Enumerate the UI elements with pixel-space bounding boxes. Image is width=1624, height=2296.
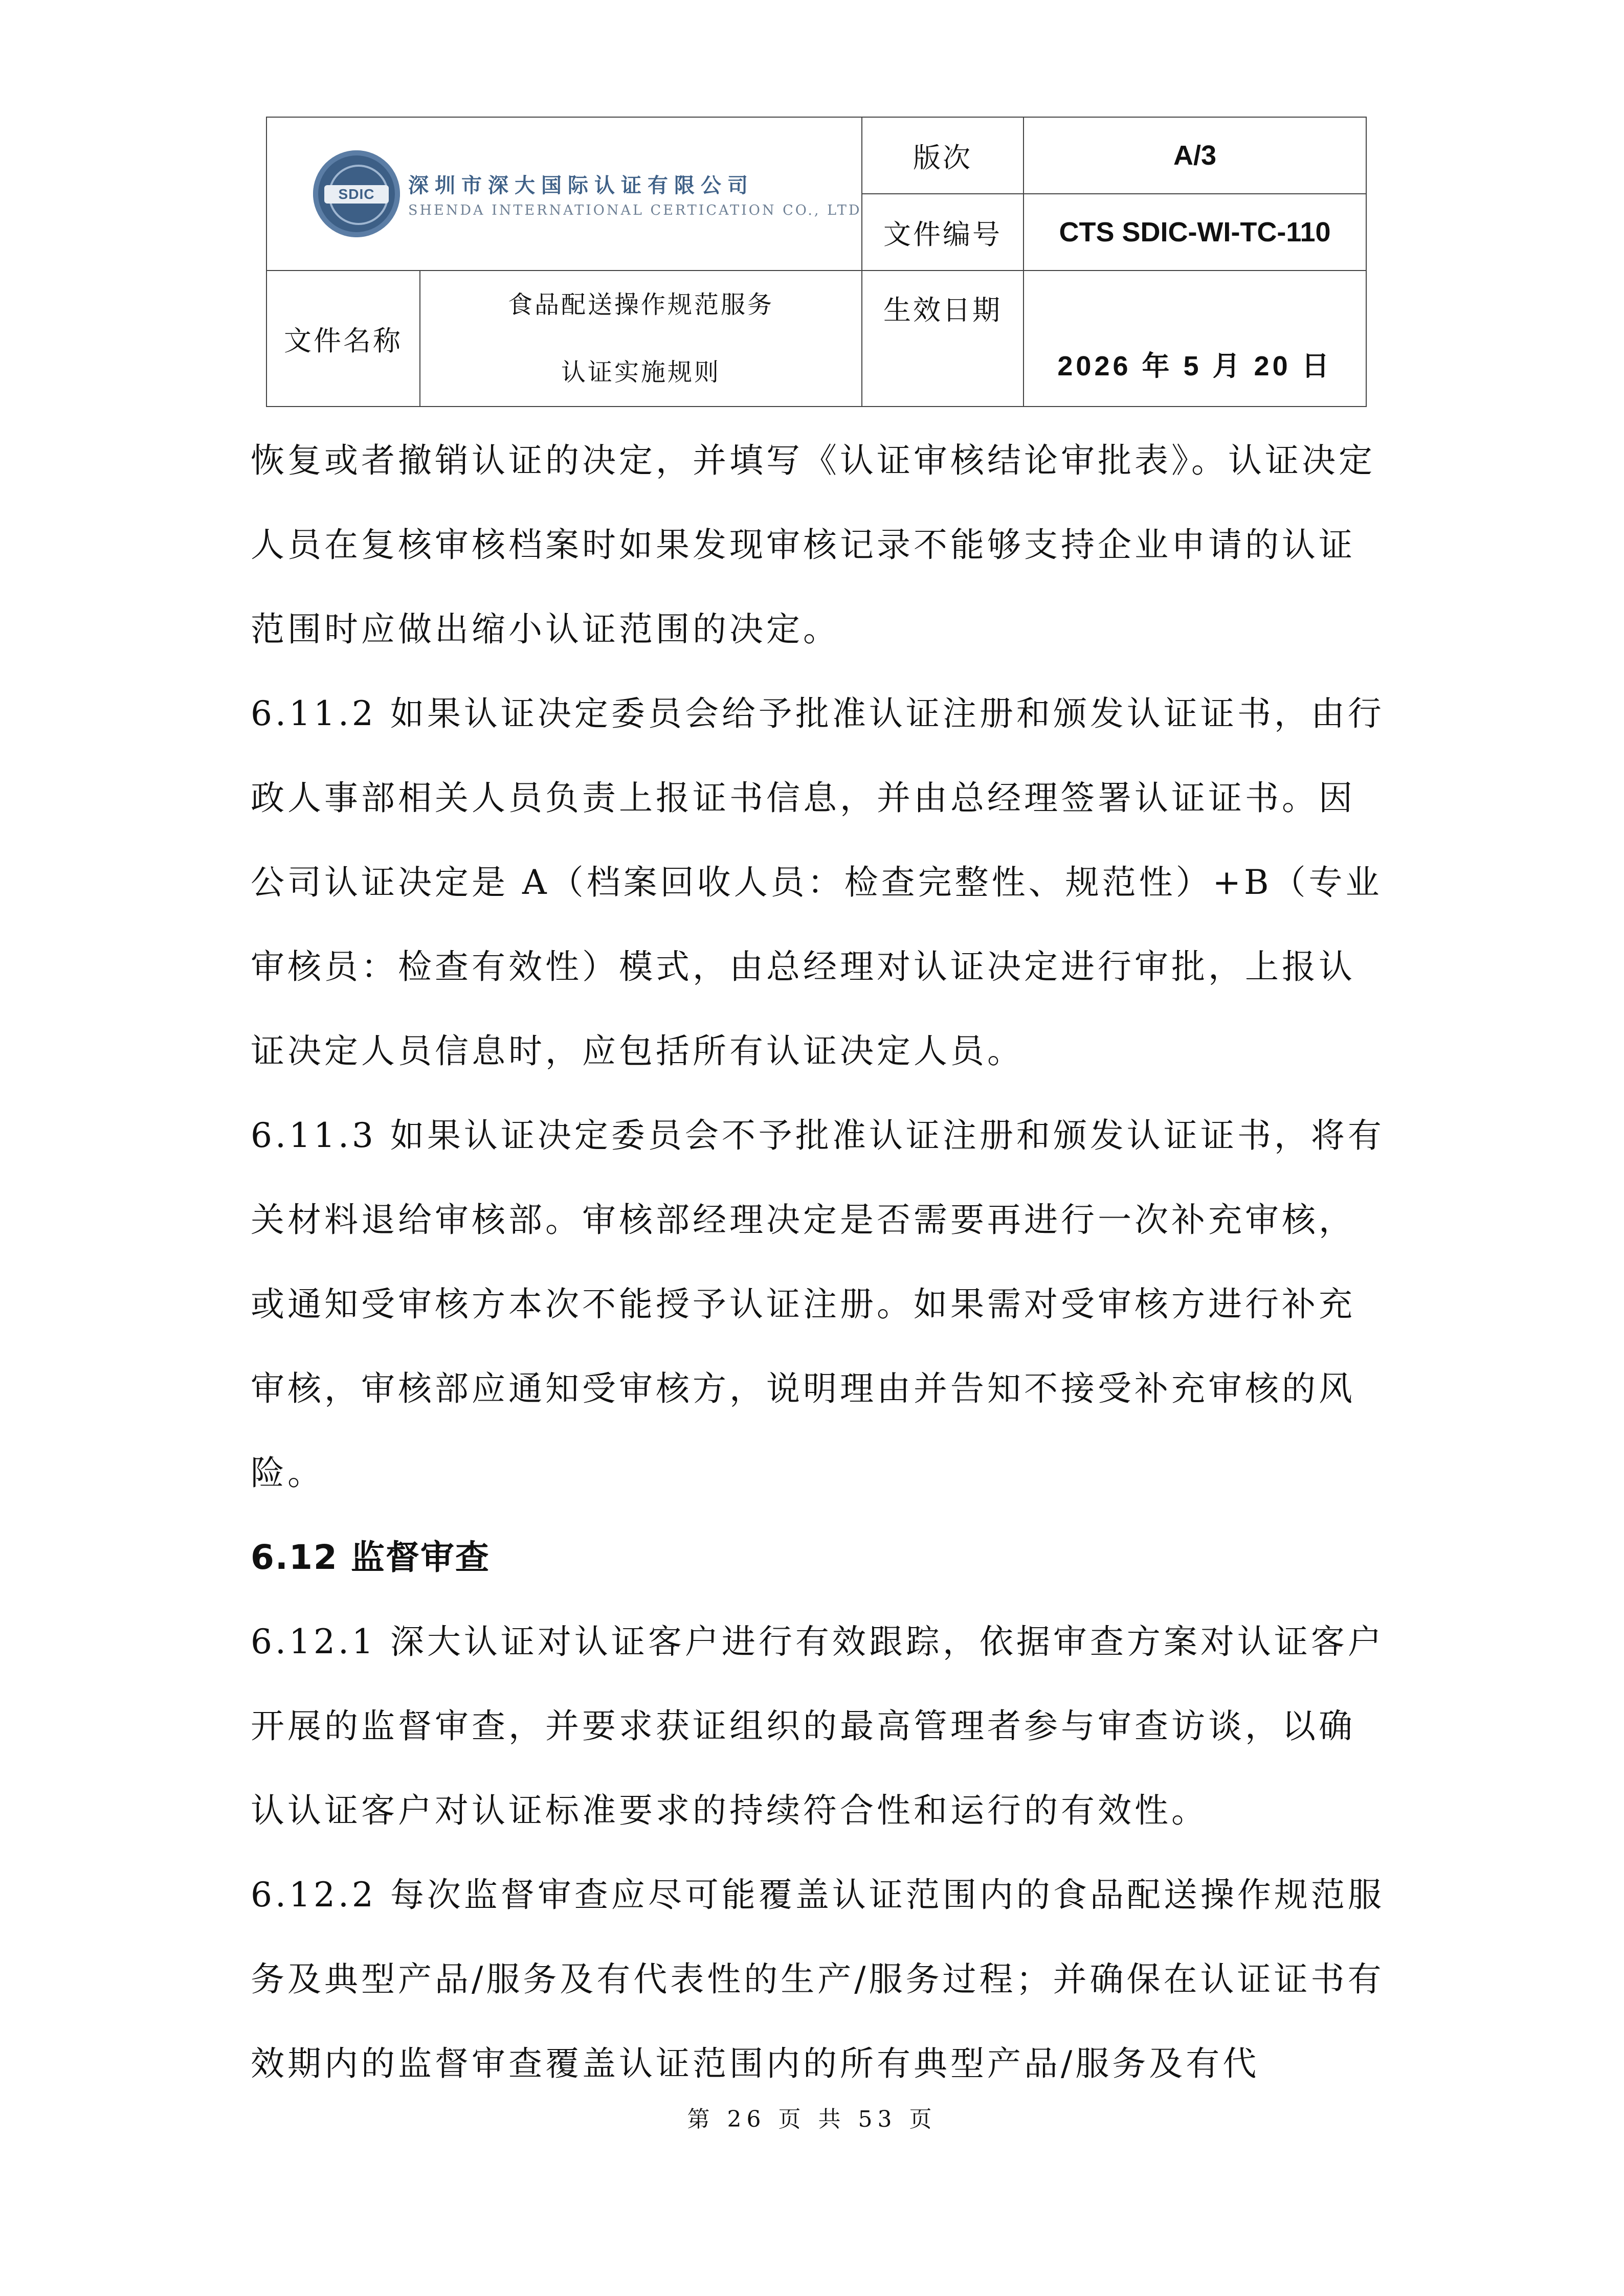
effective-date-label: 生效日期 xyxy=(862,271,1024,407)
company-name-en: SHENDA INTERNATIONAL CERTICATION CO., LTD xyxy=(408,202,862,218)
doc-name-line1: 食品配送操作规范服务 xyxy=(507,290,774,319)
company-logo xyxy=(313,150,861,237)
body-paragraph: 6.11.2 如果认证决定委员会给予批准认证注册和颁发认证证书，由行政人事部相关人员负责上报证书信息，并由总经理签署认证证书。因公司认证决定是 A（档案回收人员：检查完整性、规范性）+B（专业审核员：检查有效性）模式，由总经理对认证决定进行审批，上报认证决定人员信息时，应包括所有认证决定人员。 xyxy=(251,694,1385,1071)
body-paragraph: 6.12.1 深大认证对认证客户进行有效跟踪，依据审查方案对认证客户开展的监督审查，并要求获证组织的最高管理者参与审查访谈，以确认认证客户对认证标准要求的持续符合性和运行的有效性。 xyxy=(251,1622,1385,1830)
page-number: 第 26 页 共 53 页 xyxy=(687,2106,937,2132)
body-paragraph: 6.11.3 如果认证决定委员会不予批准认证注册和颁发认证证书，将有关材料退给审核部。审核部经理决定是否需要再进行一次补充审核，或通知受审核方本次不能授予认证注册。如果需对受审核方进行补充审核，审核部应通知受审核方，说明理由并告知不接受补充审核的风险。 xyxy=(251,1116,1385,1493)
seal-logo-text: SDIC xyxy=(324,185,389,204)
doc-no-value: CTS SDIC-WI-TC-110 xyxy=(1024,194,1366,271)
document-body xyxy=(251,418,1386,2106)
document-header-table xyxy=(266,117,1367,407)
doc-name-value xyxy=(420,271,862,407)
company-seal-icon xyxy=(313,150,400,237)
doc-no-label: 文件编号 xyxy=(862,194,1024,271)
company-logo-cell xyxy=(266,117,862,271)
doc-name-label: 文件名称 xyxy=(266,271,420,407)
version-label: 版次 xyxy=(862,117,1024,194)
body-paragraph: 恢复或者撤销认证的决定，并填写《认证审核结论审批表》。认证决定人员在复核审核档案时如果发现审核记录不能够支持企业申请的认证范围时应做出缩小认证范围的决定。 xyxy=(251,441,1375,649)
body-paragraph: 6.12.2 每次监督审查应尽可能覆盖认证范围内的食品配送操作规范服务及典型产品/服务及有代表性的生产/服务过程；并确保在认证证书有效期内的监督审查覆盖认证范围内的所有典型产品/服务及有代 xyxy=(251,1875,1385,2083)
doc-name-line2: 认证实施规则 xyxy=(561,358,721,387)
effective-date-value: 2026 年 5 月 20 日 xyxy=(1024,271,1366,407)
section-heading: 6.12 监督审查 xyxy=(251,1538,490,1577)
version-value: A/3 xyxy=(1024,117,1366,194)
company-name-cn: 深圳市深大国际认证有限公司 xyxy=(408,174,754,197)
